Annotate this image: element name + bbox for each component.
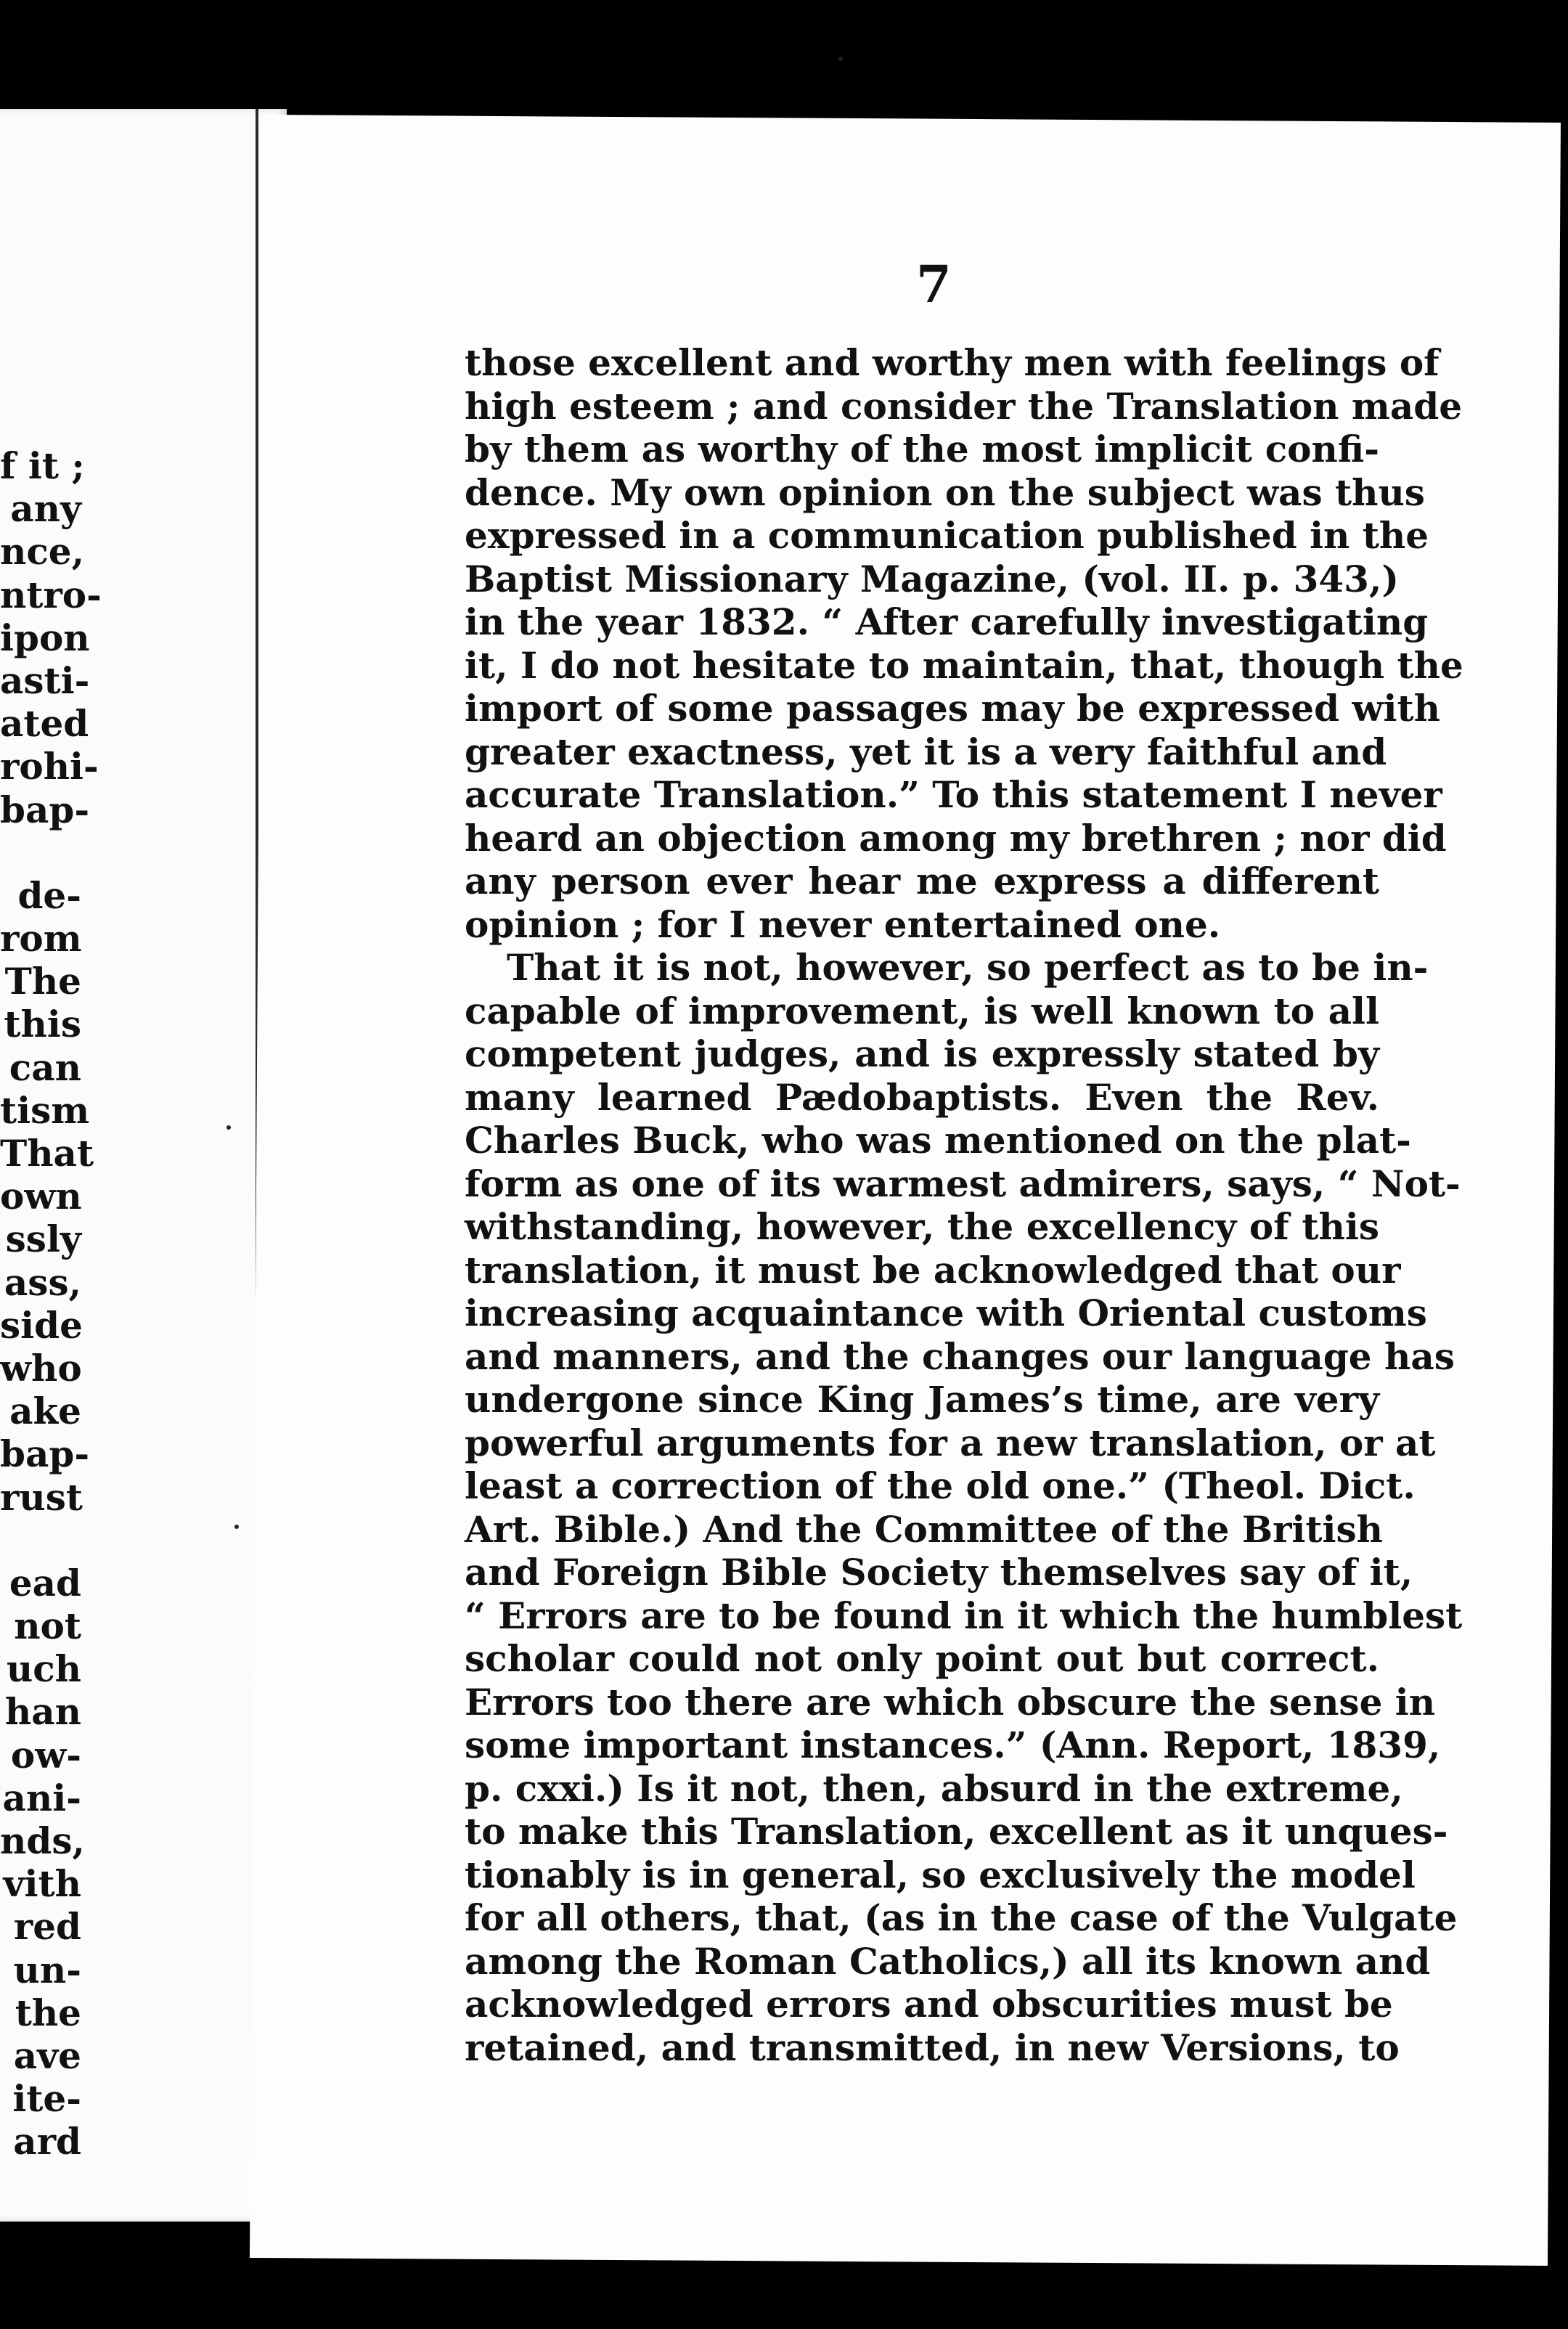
text-line: form as one of its warmest admirers, says, “ Not- xyxy=(465,1162,1461,1205)
text-line: among the Roman Catholics,) all its known and xyxy=(465,1939,1431,1983)
left-text-fragment xyxy=(0,831,81,874)
text-line: Charles Buck, who was mentioned on the plat- xyxy=(465,1119,1411,1162)
left-text-fragment: ave xyxy=(13,2034,81,2077)
left-text-fragment: any xyxy=(10,487,81,531)
text-line: it, I do not hesitate to maintain, that, though the xyxy=(465,643,1463,687)
left-text-fragment: can xyxy=(9,1045,81,1089)
text-line: least a correction of the old one.” (Theol. Dict. xyxy=(465,1464,1416,1507)
text-line: import of some passages may be expressed with xyxy=(465,687,1440,730)
left-text-fragment: who xyxy=(0,1346,82,1390)
text-line: by them as worthy of the most implicit confi- xyxy=(465,428,1379,470)
left-text-fragment: The xyxy=(4,960,81,1003)
text-line: capable of improvement, is well known to all xyxy=(465,989,1379,1032)
left-text-fragment: un- xyxy=(13,1948,81,1991)
text-line: high esteem ; and consider the Translation made xyxy=(465,384,1462,428)
body-text xyxy=(465,341,1463,2069)
text-line: competent judges, and is expressly stated by xyxy=(465,1032,1379,1075)
left-text-fragment: ani- xyxy=(2,1776,81,1819)
left-text-fragment: ake xyxy=(9,1390,81,1433)
left-text-fragment: asti- xyxy=(0,658,90,702)
text-line: Baptist Missionary Magazine, (vol. II. p. 343,) xyxy=(465,557,1400,600)
text-line: translation, it must be acknowledged that our xyxy=(465,1248,1401,1292)
text-line: for all others, that, (as in the case of the Vulgate xyxy=(465,1896,1458,1939)
left-text-fragment: That xyxy=(0,1132,94,1175)
speck xyxy=(234,1525,239,1529)
text-line: dence. My own opinion on the subject was thus xyxy=(465,470,1425,514)
text-line: some important instances.” (Ann. Report, 1839, xyxy=(465,1724,1441,1766)
text-line: tionably is in general, so exclusively the model xyxy=(465,1853,1416,1896)
left-text-fragment: not xyxy=(14,1604,81,1648)
left-text-fragment: ite- xyxy=(12,2077,81,2121)
left-text-fragment: ipon xyxy=(0,616,90,659)
left-text-fragment: bap- xyxy=(0,788,90,831)
text-line: any person ever hear me express a different xyxy=(465,860,1379,902)
left-text-fragment: ntro- xyxy=(0,573,102,616)
left-text-fragment: ated xyxy=(0,702,89,746)
text-line: powerful arguments for a new translation, or at xyxy=(465,1421,1436,1464)
left-text-fragment: f it ; xyxy=(0,444,85,487)
left-text-fragment: ard xyxy=(13,2120,81,2163)
page-number: 7 xyxy=(916,254,952,314)
left-text-fragment: bap- xyxy=(0,1432,90,1476)
text-line: and Foreign Bible Society themselves say of it, xyxy=(465,1551,1413,1594)
left-text-fragment: the xyxy=(15,1991,81,2034)
left-text-fragment: rom xyxy=(0,917,82,960)
text-line: increasing acquaintance with Oriental customs xyxy=(465,1292,1427,1334)
left-text-fragment: nce, xyxy=(0,530,85,574)
left-text-fragment: han xyxy=(4,1690,81,1734)
text-line: acknowledged errors and obscurities must be xyxy=(465,1983,1393,2026)
left-text-fragment: de- xyxy=(17,873,81,917)
text-line: “ Errors are to be found in it which the humblest xyxy=(465,1594,1463,1637)
left-text-fragment: uch xyxy=(6,1647,81,1691)
text-line: withstanding, however, the excellency of this xyxy=(465,1205,1379,1248)
text-line: expressed in a communication published in the xyxy=(465,514,1429,557)
text-line: and manners, and the changes our language has xyxy=(465,1334,1455,1378)
left-text-fragment: ssly xyxy=(5,1217,81,1261)
left-page xyxy=(0,109,287,2222)
text-line: Errors too there are which obscure the sense in xyxy=(465,1680,1436,1724)
speck xyxy=(838,57,843,61)
left-text-fragment: red xyxy=(13,1905,81,1949)
text-line: opinion ; for I never entertained one. xyxy=(465,902,1221,946)
text-line: scholar could not only point out but correct. xyxy=(465,1637,1379,1680)
left-text-fragment: tism xyxy=(0,1088,90,1132)
left-text-fragment: rohi- xyxy=(0,745,99,788)
text-line: in the year 1832. “ After carefully investigating xyxy=(465,600,1429,643)
left-text-fragment: ow- xyxy=(10,1733,81,1777)
text-line: heard an objection among my brethren ; nor did xyxy=(465,816,1447,860)
text-line: p. cxxi.) Is it not, then, absurd in the extreme, xyxy=(465,1766,1403,1810)
left-text-fragment: nds, xyxy=(0,1819,85,1862)
text-line: accurate Translation.” To this statement I never xyxy=(465,773,1442,816)
text-line: undergone since King James’s time, are very xyxy=(465,1378,1379,1421)
text-line: those excellent and worthy men with feelings of xyxy=(465,341,1440,384)
text-line: Art. Bible.) And the Committee of the British xyxy=(465,1507,1384,1551)
left-text-fragment: own xyxy=(0,1175,82,1218)
text-line: retained, and transmitted, in new Versions, to xyxy=(465,2026,1400,2069)
left-text-fragment xyxy=(0,1519,81,1562)
left-text-fragment: ead xyxy=(9,1561,81,1604)
left-text-fragment: rust xyxy=(0,1475,83,1519)
left-text-fragment: vith xyxy=(3,1862,81,1906)
text-line: That it is not, however, so perfect as to be in- xyxy=(507,946,1429,989)
text-line: to make this Translation, excellent as it unques- xyxy=(465,1810,1448,1853)
speck xyxy=(226,1125,231,1130)
left-text-fragment: ass, xyxy=(4,1260,81,1304)
left-text-fragment: this xyxy=(4,1003,81,1046)
left-page-text xyxy=(0,444,102,2163)
text-line: greater exactness, yet it is a very faithful and xyxy=(465,730,1387,773)
text-line: many learned Pædobaptists. Even the Rev. xyxy=(465,1075,1379,1119)
left-text-fragment: side xyxy=(0,1303,83,1347)
